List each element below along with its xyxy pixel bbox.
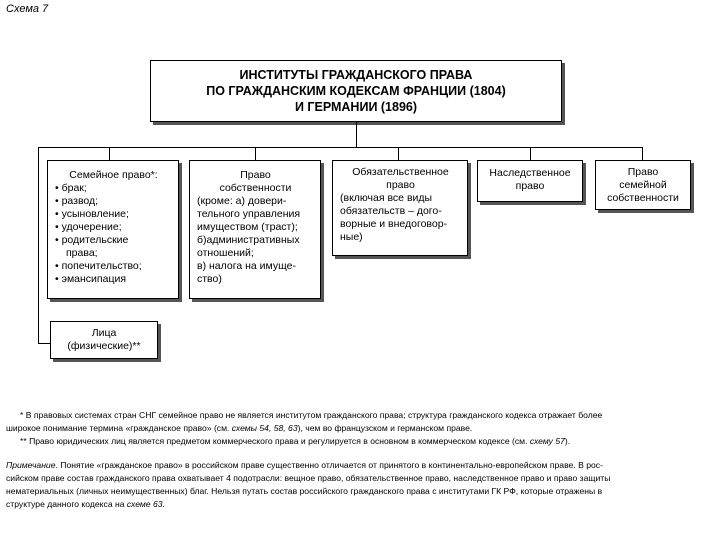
family-law-item: • развод; <box>55 195 99 207</box>
family-property-law-line: собственности <box>607 192 679 204</box>
connector-inheritance <box>530 147 531 160</box>
property-law-line: отношений; <box>197 247 254 259</box>
scheme-label: Схема 7 <box>6 3 49 15</box>
property-law-line: б)административных <box>197 234 300 246</box>
footnote-2 <box>20 435 570 447</box>
title-line-3: И ГЕРМАНИИ (1896) <box>294 100 418 114</box>
property-law-line: имуществом (траст); <box>197 221 298 233</box>
connector-persons <box>38 343 50 344</box>
title-line-1: ИНСТИТУТЫ ГРАЖДАНСКОГО ПРАВА <box>239 68 473 82</box>
family-law-box <box>47 160 179 299</box>
obligations-law-line: ворные и внедоговор- <box>340 218 448 230</box>
connector-property <box>255 147 256 160</box>
property-law-line: ство) <box>197 273 222 285</box>
obligations-law-heading: право <box>386 179 415 191</box>
family-law-item: • родительские <box>55 234 129 246</box>
connector-left-spine <box>38 147 39 343</box>
family-law-heading: Семейное право*: <box>69 169 158 181</box>
note-line-1 <box>6 459 603 471</box>
footnote-text: широкое понимание термина «гражданское право» (см. <box>6 423 232 433</box>
note-text: . Понятие «гражданское право» в российском праве существенно отличается от принятого в континентально-европейском праве. В рос- <box>55 460 603 470</box>
family-property-law-line: Право <box>627 166 659 178</box>
family-law-item: • удочерение; <box>55 221 122 233</box>
footnote-1-line-2 <box>6 422 472 434</box>
property-law-heading: собственности <box>219 182 292 194</box>
connector-family-property <box>642 147 643 160</box>
persons-line: (физические)** <box>67 340 141 352</box>
footnote-text: ), чем во французском и германском праве. <box>297 423 473 433</box>
note-line-4 <box>6 498 165 510</box>
title-line-2: ПО ГРАЖДАНСКИМ КОДЕКСАМ ФРАНЦИИ (1804) <box>206 84 506 98</box>
property-law-line: в) налога на имуще- <box>197 260 296 272</box>
inheritance-law-line: Наследственное <box>489 167 571 179</box>
family-law-item: • усыновление; <box>55 208 129 220</box>
family-law-item: • эмансипация <box>55 273 127 285</box>
persons-box <box>50 321 158 359</box>
footnote-1-line-1: * В правовых системах стран СНГ семейное право не является институтом гражданского права; структура гражданского кодекса отражает более <box>20 410 603 420</box>
note-label: Примечание <box>6 460 56 470</box>
note-text: . <box>162 499 165 509</box>
inheritance-law-box <box>477 160 583 202</box>
property-law-heading: Право <box>240 169 271 181</box>
footnote-ref: схемы 54, 58, 63 <box>231 423 298 433</box>
note-line-2: сийском праве состав гражданского права охватывает 4 подотрасли: вещное право, обязательственное право, наследственное право и право защиты <box>6 473 611 483</box>
title-box <box>150 60 562 122</box>
inheritance-law-line: право <box>515 180 545 192</box>
family-property-law-box <box>595 160 691 210</box>
connector-obligations <box>398 147 399 160</box>
family-law-item: • брак; <box>55 182 87 194</box>
property-law-line: (кроме: а) довери- <box>197 195 287 207</box>
note-ref: схеме 63 <box>126 499 163 509</box>
persons-line: Лица <box>91 327 117 339</box>
connector-bus <box>38 147 642 148</box>
footnote-text: ). <box>564 436 571 446</box>
connector-family <box>109 147 110 160</box>
family-law-item: • попечительство; <box>55 260 142 272</box>
obligations-law-heading: Обязательственное <box>352 166 449 178</box>
family-property-law-line: семейной <box>619 179 667 191</box>
connector-trunk <box>356 122 357 147</box>
family-law-item: права; <box>66 247 98 259</box>
note-line-3: нематериальных (личных неимущественных) благ. Нельзя путать состав российского гражданского права с институтами ГК РФ, которые отражены в <box>6 486 603 496</box>
obligations-law-box <box>332 160 468 256</box>
footnote-ref: схему 57 <box>529 436 565 446</box>
footnote-text: ** Право юридических лиц является предметом коммерческого права и регулируется в основном в коммерческом кодексе (см. <box>20 436 530 446</box>
property-law-line: тельного управления <box>197 208 301 220</box>
obligations-law-line: ные) <box>340 231 363 243</box>
obligations-law-line: обязательств – дого- <box>340 205 442 217</box>
property-law-box <box>189 160 321 299</box>
note-text: структуре данного кодекса на <box>6 499 127 509</box>
obligations-law-line: (включая все виды <box>340 192 433 204</box>
